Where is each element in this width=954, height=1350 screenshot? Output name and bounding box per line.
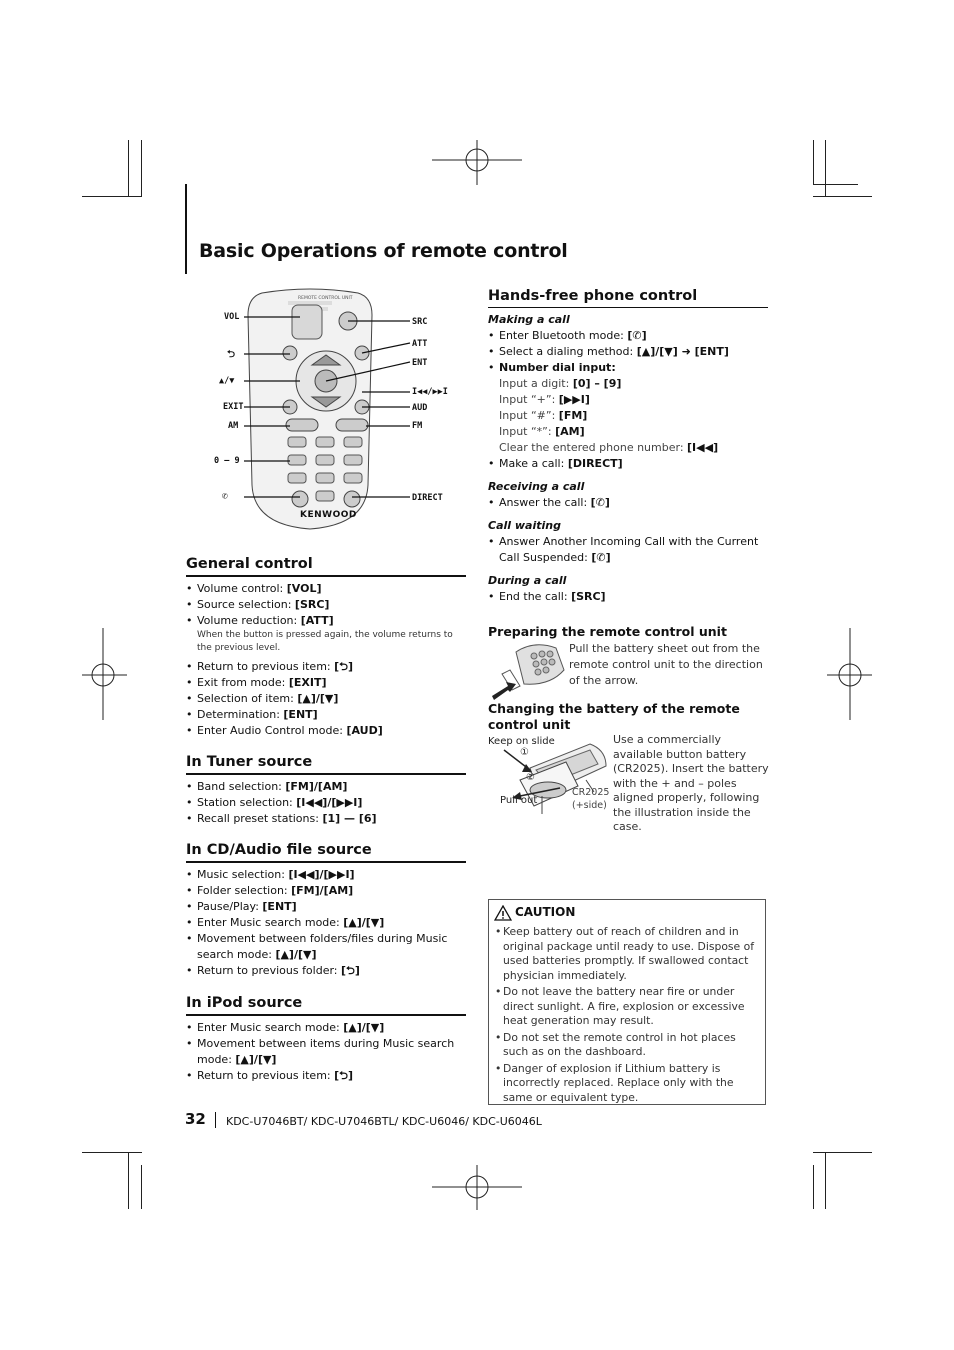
list-item: • Pause/Play: [ENT] xyxy=(186,899,466,915)
remote-label-am: AM xyxy=(228,421,239,431)
list-item: • Enter Bluetooth mode: [✆] xyxy=(488,328,768,344)
making-sub: Making a call xyxy=(488,313,570,326)
list-item: • Movement between items during Music search mode: [▲]/[▼] xyxy=(186,1036,466,1068)
general-note: When the button is pressed again, the volume returns to the previous level. xyxy=(197,630,453,653)
list-item: • Station selection: [I◀◀]/[▶▶I] xyxy=(186,795,466,811)
remote-label-back: ⮌ xyxy=(227,349,236,360)
remote-label-phone: ✆ xyxy=(222,491,229,502)
list-item: • Exit from mode: [EXIT] xyxy=(186,675,466,691)
preparing-heading: Preparing the remote control unit xyxy=(488,624,727,639)
caution-item: • Do not leave the battery near fire or under direct sunlight. A fire, explosion or excessive heat generation may result. xyxy=(495,985,757,1029)
tuner-list xyxy=(186,779,466,827)
cd-rule xyxy=(186,861,466,863)
list-item: Clear the entered phone number: [I◀◀] xyxy=(499,441,719,454)
list-item: • Determination: [ENT] xyxy=(186,707,466,723)
caution-item: • Do not set the remote control in hot places such as on the dashboard. xyxy=(495,1031,757,1060)
tuner-rule xyxy=(186,773,466,775)
remote-label-direct: DIRECT xyxy=(412,493,443,503)
list-item: Input “#”: [FM] xyxy=(499,409,588,422)
list-item: • Enter Music search mode: [▲]/[▼] xyxy=(186,1020,466,1036)
list-item: Input “*”: [AM] xyxy=(499,425,585,438)
general-list xyxy=(186,581,466,739)
general-heading: General control xyxy=(186,556,313,572)
list-item: Input a digit: [0] – [9] xyxy=(499,377,622,390)
waiting-sub: Call waiting xyxy=(488,519,561,532)
list-item: • Selection of item: [▲]/[▼] xyxy=(186,691,466,707)
list-item: • Answer the call: [✆] xyxy=(488,495,768,511)
changing-text: Use a commercially available button battery (CR2025). Insert the battery with the + and – poles aligned properly, following the illustration inside the case. xyxy=(613,733,769,833)
remote-label-ent: ENT xyxy=(412,358,428,368)
handsfree-rule xyxy=(488,307,768,308)
list-item: • Band selection: [FM]/[AM] xyxy=(186,779,466,795)
remote-label-digits: 0 — 9 xyxy=(214,456,240,466)
during-list xyxy=(488,589,768,605)
receiving-sub: Receiving a call xyxy=(488,480,585,493)
remote-header-text: REMOTE CONTROL UNIT xyxy=(298,296,353,301)
list-item: • Music selection: [I◀◀]/[▶▶I] xyxy=(186,867,466,883)
list-item: • Enter Music search mode: [▲]/[▼] xyxy=(186,915,466,931)
warning-triangle-icon xyxy=(494,905,512,921)
step2-label: ② xyxy=(526,772,535,783)
battery-sheet-illustration xyxy=(490,640,566,700)
list-item: • Recall preset stations: [1] — [6] xyxy=(186,811,466,827)
ipod-rule xyxy=(186,1014,466,1016)
list-item: • Make a call: [DIRECT] xyxy=(488,456,768,472)
page-number: 32 xyxy=(185,1110,206,1128)
footer-separator xyxy=(215,1112,216,1128)
cd-heading: In CD/Audio file source xyxy=(186,842,372,858)
list-item: • Select a dialing method: [▲]/[▼] ➜ [ENT] xyxy=(488,344,768,360)
caution-item: • Danger of explosion if Lithium battery is incorrectly replaced. Replace only with the same or equivalent type. xyxy=(495,1062,757,1106)
remote-brand: KENWOOD xyxy=(300,510,357,520)
list-item: • Folder selection: [FM]/[AM] xyxy=(186,883,466,899)
receiving-list xyxy=(488,495,768,511)
list-item: Input “+”: [▶▶I] xyxy=(499,393,590,406)
remote-label-src: SRC xyxy=(412,317,428,327)
step1-label: ① xyxy=(520,747,529,758)
remote-label-vol: VOL xyxy=(224,312,240,322)
list-item: • Enter Audio Control mode: [AUD] xyxy=(186,723,466,739)
list-item: • Movement between folders/files during Music search mode: [▲]/[▼] xyxy=(186,931,466,963)
remote-label-aud: AUD xyxy=(412,403,428,413)
changing-heading: Changing the battery of the remote control unit xyxy=(488,701,740,732)
cd-list xyxy=(186,867,466,979)
caution-item: • Keep battery out of reach of children and in original package until ready to use. Dispose of used batteries promptly. If swallowed contact physician immediately. xyxy=(495,925,757,983)
caution-box xyxy=(488,899,766,1105)
remote-label-exit: EXIT xyxy=(223,402,244,412)
list-item: • Source selection: [SRC] xyxy=(186,597,466,613)
waiting-list xyxy=(488,534,768,566)
caution-list xyxy=(495,925,757,1107)
preparing-text: Pull the battery sheet out from the remote control unit to the direction of the arrow. xyxy=(569,642,763,687)
remote-label-updown: ▲/▼ xyxy=(219,376,235,386)
during-sub: During a call xyxy=(488,574,567,587)
caution-title: CAUTION xyxy=(515,905,576,919)
list-item: • Return to previous folder: [⮌] xyxy=(186,963,466,979)
list-item: • Answer Another Incoming Call with the Current Call Suspended: [✆] xyxy=(488,534,768,566)
tuner-heading: In Tuner source xyxy=(186,754,313,770)
page-title: Basic Operations of remote control xyxy=(199,240,568,262)
keep-on-slide-label: Keep on slide xyxy=(488,736,555,747)
footer-models: KDC-U7046BT/ KDC-U7046BTL/ KDC-U6046/ KDC-U6046L xyxy=(226,1115,542,1128)
list-item: • End the call: [SRC] xyxy=(488,589,768,605)
pull-out-label: Pull out xyxy=(500,795,538,806)
remote-label-att: ATT xyxy=(412,339,428,349)
list-item: • Number dial input: xyxy=(488,360,768,376)
list-item: • Volume reduction: [ATT] xyxy=(186,613,466,629)
cr2025-label: CR2025 xyxy=(572,787,610,798)
remote-label-track: I◀◀/▶▶I xyxy=(412,387,448,397)
list-item: • Return to previous item: [⮌] xyxy=(186,1068,466,1084)
making-list xyxy=(488,328,768,472)
handsfree-heading: Hands-free phone control xyxy=(488,288,698,304)
ipod-heading: In iPod source xyxy=(186,995,303,1011)
plus-side-label: (+side) xyxy=(572,800,607,811)
ipod-list xyxy=(186,1020,466,1084)
remote-label-fm: FM xyxy=(412,421,423,431)
list-item: • Return to previous item: [⮌] xyxy=(186,659,466,675)
general-rule xyxy=(186,575,466,577)
list-item: • Volume control: [VOL] xyxy=(186,581,466,597)
